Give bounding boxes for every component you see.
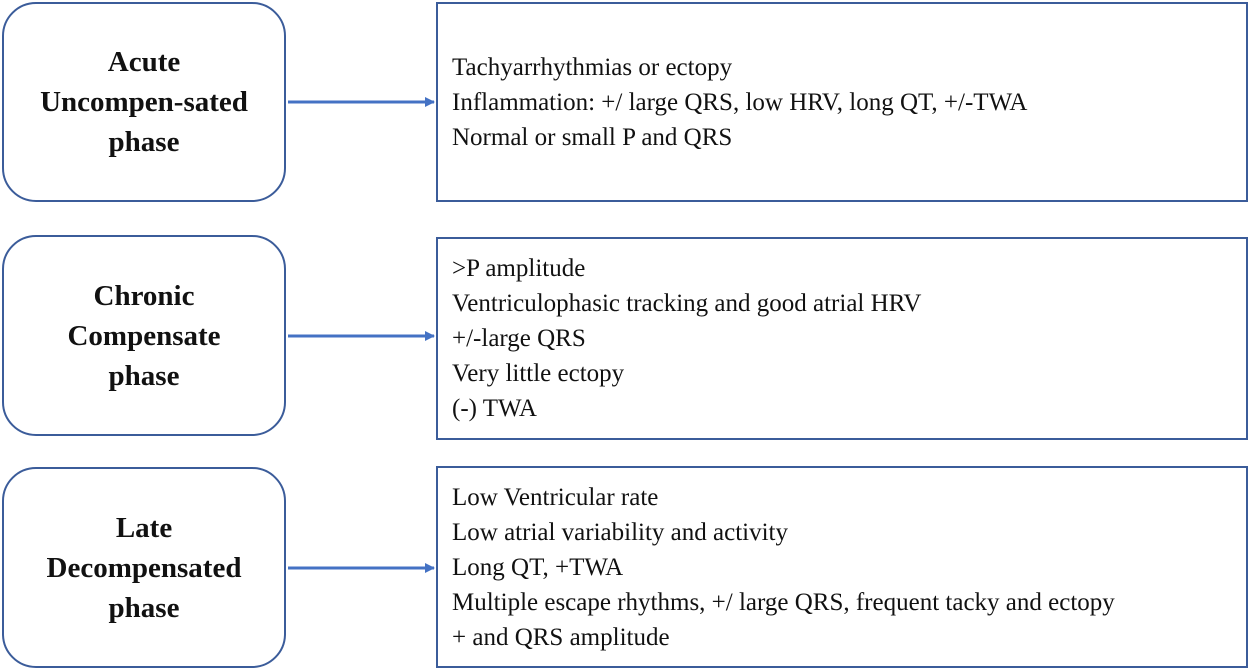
phase-title-line: Late (115, 511, 173, 544)
detail-box-late (436, 466, 1248, 668)
detail-line: Low Ventricular rate (452, 483, 659, 511)
phase-box-late (2, 467, 286, 668)
phase-title-line: Compensate (67, 319, 221, 352)
detail-line: Ventriculophasic tracking and good atrial HRV (452, 290, 922, 317)
phase-title-line: phase (108, 359, 180, 392)
detail-box-chronic (436, 237, 1248, 440)
phase-box-acute (2, 2, 286, 202)
detail-line: Low atrial variability and activity (452, 518, 788, 546)
detail-line: Multiple escape rhythms, +/ large QRS, frequent tacky and ectopy (452, 588, 1115, 616)
phase-title-line: Chronic (93, 279, 195, 312)
phase-title-line: phase (108, 126, 180, 158)
detail-box-acute (436, 2, 1248, 202)
phase-box-chronic (2, 235, 286, 436)
detail-line: Very little ectopy (452, 360, 625, 387)
detail-line: (-) TWA (452, 395, 537, 422)
detail-line: +/-large QRS (452, 325, 586, 352)
detail-line: Inflammation: +/ large QRS, low HRV, long QT, +/-TWA (452, 88, 1028, 116)
phase-title-line: Uncompen-sated (40, 86, 248, 118)
detail-line: + and QRS amplitude (452, 623, 670, 651)
detail-line: Long QT, +TWA (452, 553, 624, 581)
phase-title-line: Acute (107, 46, 181, 78)
detail-line: >P amplitude (452, 255, 586, 282)
detail-line: Tachyarrhythmias or ectopy (452, 53, 733, 81)
detail-line: Normal or small P and QRS (452, 123, 733, 151)
phase-title-line: phase (108, 591, 180, 624)
phase-title-line: Decompensated (46, 551, 242, 584)
